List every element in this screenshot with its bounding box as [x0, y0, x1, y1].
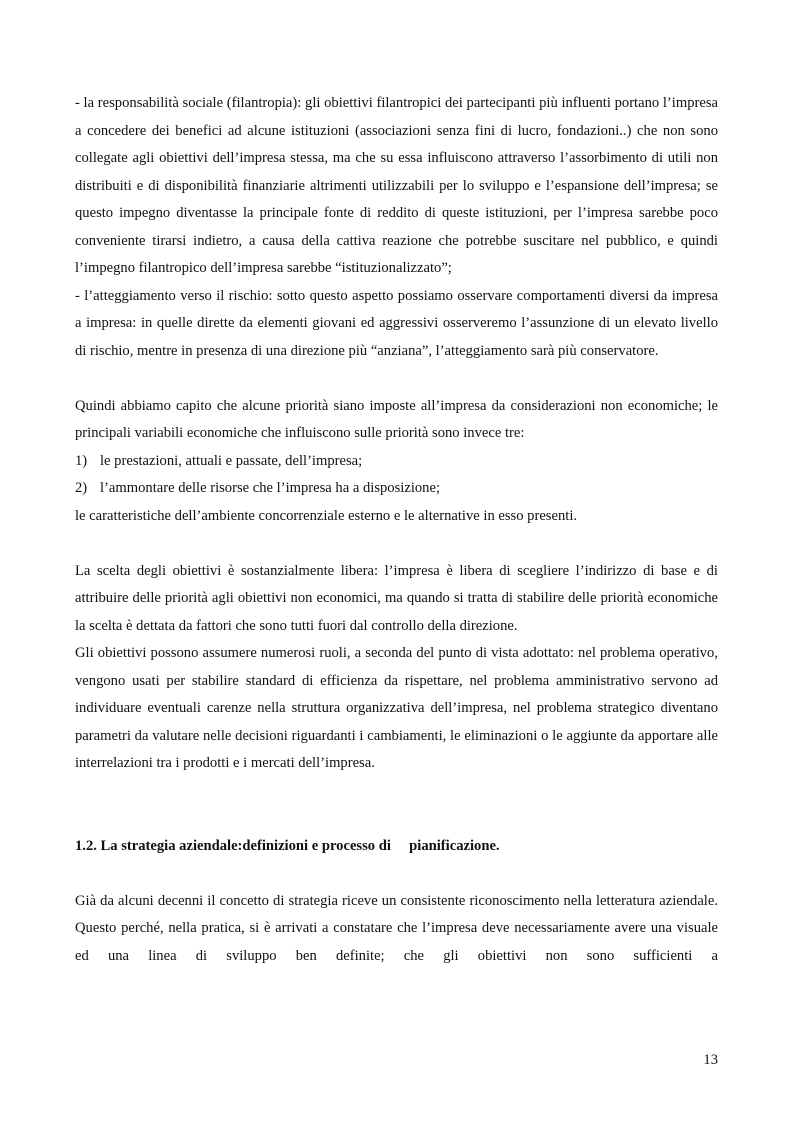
list-item — [75, 448, 718, 476]
list-item-text: l’ammontare delle risorse che l’impresa ha a disposizione; — [100, 480, 440, 496]
paragraph-roles-of-objectives: Gli obiettivi possono assumere numerosi ruoli, a seconda del punto di vista adottato: nel problema operativo, vengono usati per stabilire standard di efficienza da rispettare, nel problema amministrativo servono ad individuare eventuali carenze nella struttura organizzativa dell’impresa, nel problema strategico diventano parametri da valutare nelle decisioni riguardanti i cambiamenti, le eliminazioni o le aggiunte da apportare alle interrelazioni tra i prodotti e i mercati dell’impresa. — [75, 645, 718, 771]
spacer — [75, 778, 718, 833]
section-heading — [75, 833, 718, 861]
section-title-continued: pianificazione. — [409, 837, 500, 854]
list-item-number: 1) — [75, 452, 88, 469]
paragraph-strategy-concept: Già da alcuni decenni il concetto di strategia riceve un consistente riconoscimento nella letteratura aziendale. Questo perché, nella pratica, si è arrivati a constatare che l’impresa deve necessariamente avere una visuale ed una linea di sviluppo ben definite; che gli obiettivi non sono sufficienti a — [75, 892, 718, 964]
paragraph-social-responsibility: - la responsabilità sociale (filantropia): gli obiettivi filantropici dei partecipanti più influenti portano l’impresa a concedere dei benefici ad alcune istituzioni (associazioni senza fini di lucro, fondazioni..) che non sono collegate agli obiettivi dell’impresa stessa, ma che su essa influiscono attraverso l’assorbimento di utili non distribuiti e di disponibilità finanziarie altrimenti utilizzabili per lo sviluppo e l’espansione dell’impresa; se questo impegno diventasse la principale fonte di reddito di queste istituzioni, per l’impresa sarebbe poco conveniente tirarsi indietro, a causa della cattiva reazione che potrebbe suscitare nel pubblico, e quindi l’impegno filantropico dell’impresa sarebbe “istituzionalizzato”; — [75, 95, 718, 276]
section-number: 1.2. — [75, 837, 97, 854]
paragraph-choice-of-objectives: La scelta degli obiettivi è sostanzialmente libera: l’impresa è libera di scegliere l’indirizzo di base e di attribuire delle priorità agli obiettivi non economici, ma quando si tratta di stabilire delle priorità economiche la scelta è dettata da fattori che sono tutti fuori dal controllo della direzione. — [75, 562, 718, 634]
page-number: 13 — [703, 1052, 718, 1068]
paragraph-priorities: Quindi abbiamo capito che alcune priorità siano imposte all’impresa da considerazioni non economiche; le principali variabili economiche che influiscono sulle priorità sono invece tre: — [75, 397, 718, 441]
document-page — [75, 90, 718, 970]
spacer — [75, 860, 718, 888]
section-title: La strategia aziendale:definizioni e processo di — [100, 837, 391, 854]
list-item — [75, 475, 718, 503]
list-item-number: 2) — [75, 480, 88, 496]
spacer — [75, 530, 718, 558]
paragraph-risk-attitude: - l’atteggiamento verso il rischio: sotto questo aspetto possiamo osservare comportamenti diversi da impresa a impresa: in quelle dirette da elementi giovani ed aggressivi osserveremo l’assunzione di un elevato livello di rischio, mentre in presenza di una direzione più “anziana”, l’atteggiamento sarà più conservatore. — [75, 287, 718, 359]
list-item-text: le prestazioni, attuali e passate, dell’impresa; — [100, 452, 363, 469]
paragraph-competitive-environment: le caratteristiche dell’ambiente concorrenziale esterno e le alternative in esso presenti. — [75, 507, 578, 524]
spacer — [75, 365, 718, 393]
